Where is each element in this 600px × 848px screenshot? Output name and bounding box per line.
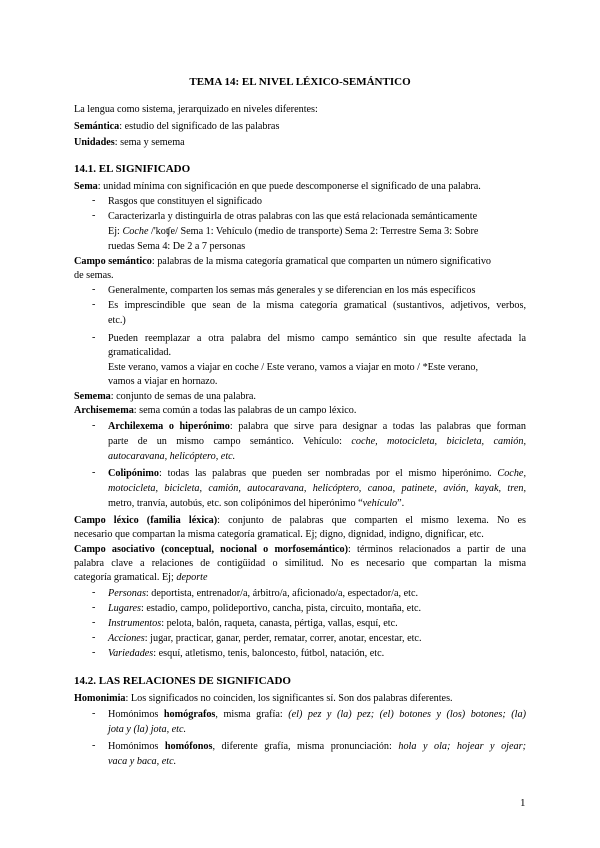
paragraph-line: Semema: conjunto de semas de una palabra. <box>74 391 256 402</box>
bullet-text: parte de un mismo campo semántico. Vehículo: coche, motocicleta, bicicleta, camión, <box>108 436 527 447</box>
bullet-dash: - <box>92 332 96 343</box>
paragraph-line: Homonimia: Los significados no coinciden, los significantes sí. Son dos palabras diferentes. <box>74 693 453 704</box>
bullet-text: vaca y baca, etc. <box>108 756 177 767</box>
bullet-dash: - <box>92 299 96 310</box>
bullet-text: motocicleta, bicicleta, camión, autocaravana, helicóptero, canoa, patinete, avión, kayak, tren, <box>108 483 526 494</box>
paragraph-line: palabra clave a relaciones de contigüidad o similitud. No es necesario que compartan la misma <box>74 558 526 569</box>
bullet-text: Generalmente, comparten los semas más generales y se diferencian en los más específicos <box>108 285 476 296</box>
bullet-dash: - <box>92 467 96 478</box>
intro-line: Semántica: estudio del significado de las palabras <box>74 121 280 132</box>
bullet-dash: - <box>92 740 96 751</box>
paragraph-line: de semas. <box>74 270 114 281</box>
bullet-text: Colipónimo: todas las palabras que pueden ser nombradas por el mismo hiperónimo. Coche, <box>108 468 526 479</box>
bullet-text: Homónimos homógrafos, misma grafía: (el) pez y (la) pez; (el) botones y (los) botones; (la) <box>108 709 526 720</box>
bullet-text: Acciones: jugar, practicar, ganar, perder, rematar, correr, anotar, encestar, etc. <box>108 633 422 644</box>
bullet-dash: - <box>92 632 96 643</box>
bullet-text: Personas: deportista, entrenador/a, árbitro/a, aficionado/a, espectador/a, etc. <box>108 588 419 599</box>
section-heading: 14.1. EL SIGNIFICADO <box>74 163 191 175</box>
example-line: Ej: Coche /'koʧe/ Sema 1: Vehículo (medio de transporte) Sema 2: Terrestre Sema 3: Sobre <box>108 226 479 237</box>
page-title: TEMA 14: EL NIVEL LÉXICO-SEMÁNTICO <box>189 76 411 88</box>
bullet-text: jota y (la) jota, etc. <box>108 724 187 735</box>
paragraph-line: Campo léxico (familia léxica): conjunto de palabras que comparten el mismo lexema. No es <box>74 515 526 526</box>
bullet-text: Lugares: estadio, campo, polideportivo, cancha, pista, circuito, montaña, etc. <box>108 603 422 614</box>
bullet-dash: - <box>92 210 96 221</box>
bullet-text: autocaravana, helicóptero, etc. <box>108 451 236 462</box>
bullet-text: etc.) <box>108 315 126 326</box>
paragraph-line: Campo asociativo (conceptual, nocional o morfosemántico): términos relacionados a partir de una <box>74 544 526 555</box>
bullet-text: Rasgos que constituyen el significado <box>108 196 262 207</box>
intro-line: Unidades: sema y semema <box>74 137 185 148</box>
bullet-text: Pueden reemplazar a otra palabra del mismo campo semántico sin que resulte afectada la <box>108 333 526 344</box>
bullet-dash: - <box>92 420 96 431</box>
paragraph-line: Campo semántico: palabras de la misma categoría gramatical que comparten un número significativo <box>74 256 492 267</box>
bullet-text: gramaticalidad. <box>108 347 172 358</box>
paragraph-line: Archisemema: sema común a todas las palabras de un campo léxico. <box>74 405 357 416</box>
bullet-text: metro, tranvía, autobús, etc. son colipónimos del hiperónimo “vehículo”. <box>108 498 405 509</box>
bullet-text: Homónimos homófonos, diferente grafía, misma pronunciación: hola y ola; hojear y ojear; <box>108 741 526 752</box>
bullet-text: Instrumentos: pelota, balón, raqueta, canasta, pértiga, vallas, esquí, etc. <box>108 618 398 629</box>
bullet-dash: - <box>92 617 96 628</box>
paragraph-line: Sema: unidad mínima con significación en que puede descomponerse el significado de una palabra. <box>74 181 481 192</box>
bullet-text: Es imprescindible que sean de la misma categoría gramatical (sustantivos, adjetivos, verbos, <box>108 300 526 311</box>
paragraph-line: categoría gramatical. Ej; deporte <box>74 572 208 583</box>
bullet-text: Caracterizarla y distinguirla de otras palabras con las que está relacionada semánticamente <box>108 211 478 222</box>
bullet-dash: - <box>92 647 96 658</box>
bullet-dash: - <box>92 284 96 295</box>
bullet-dash: - <box>92 195 96 206</box>
intro-line: La lengua como sistema, jerarquizado en niveles diferentes: <box>74 104 318 115</box>
paragraph-line: necesario que compartan la misma categoría gramatical. Ej; digno, dignidad, indigno, dignificar, etc. <box>74 529 484 540</box>
bullet-dash: - <box>92 587 96 598</box>
section-heading: 14.2. LAS RELACIONES DE SIGNIFICADO <box>74 675 291 687</box>
bullet-dash: - <box>92 708 96 719</box>
page-number: 1 <box>520 797 526 809</box>
bullet-dash: - <box>92 602 96 613</box>
example-line: Este verano, vamos a viajar en coche / Este verano, vamos a viajar en moto / *Este verano, <box>108 362 479 373</box>
bullet-text: Archilexema o hiperónimo: palabra que sirve para designar a todas las palabras que forman <box>108 421 526 432</box>
example-line: ruedas Sema 4: De 2 a 7 personas <box>108 241 246 252</box>
example-line: vamos a viajar en hornazo. <box>108 376 218 387</box>
bullet-text: Variedades: esquí, atletismo, tenis, baloncesto, fútbol, natación, etc. <box>108 648 385 659</box>
